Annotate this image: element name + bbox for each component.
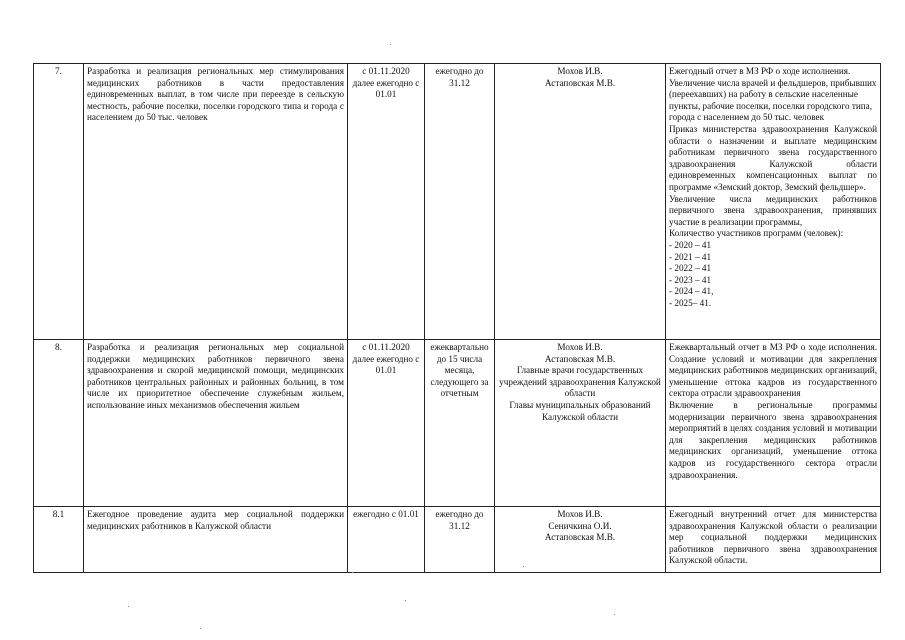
responsible-person: Главы муниципальных образований Калужской области (509, 399, 651, 422)
expected-result (666, 64, 881, 340)
measures-table (33, 63, 881, 573)
measure-description: Разработка и реализация региональных мер стимулирования медицинских работников в части предоставления единовременных выплат, в том числе при переезде в сельскую местность, рабочие поселки, поселки городского типа и города с населением до 50 тыс. человек (84, 64, 348, 340)
measure-description: Разработка и реализация региональных мер социальной поддержки медицинских работников первичного звена здравоохранения и скорой медицинской помощи, медицинских работников центральных районных и районных больниц, в том числе их приоритетное обеспечение служебным жильем, использование иных механизмов обеспечения жильем (84, 340, 348, 507)
responsible-persons (495, 507, 666, 573)
row-number: 7. (34, 64, 84, 340)
expected-result (666, 340, 881, 507)
result-line: Приказ министерства здравоохранения Калужской области о назначении и выплате медицинским работникам первичного звена государственного здравоохранения Калужской области единовременных компенсационных выплат по программе «Земский доктор, Земский фельдшер». (669, 123, 877, 192)
result-line: Ежеквартальный отчет в МЗ РФ о ходе исполнения. Создание условий и мотивации для закрепления медицинских работников медицинских организаций, уменьшение оттока кадров из государственного сектора отрасли здравоохранения (669, 342, 877, 399)
measure-description: Ежегодное проведение аудита мер социальной поддержки медицинских работников в Калужской области (84, 507, 348, 573)
result-line: Количество участников программ (человек): (669, 228, 844, 239)
result-line: - 2025– 41. (669, 297, 712, 308)
start-date: ежегодно с 01.01 (348, 507, 425, 573)
table-row (34, 340, 881, 507)
scan-speck (523, 566, 524, 567)
expected-result (666, 507, 881, 573)
responsible-person: Астаповская М.В. (544, 77, 616, 88)
table-row (34, 64, 881, 340)
result-line: - 2020 – 41 (669, 239, 712, 250)
responsible-person: Мохов И.В. (557, 66, 603, 76)
deadline: ежегодно до 31.12 (425, 64, 495, 340)
row-number: 8. (34, 340, 84, 507)
result-line: Увеличение числа врачей и фельдшеров, прибывших (переехавших) на работу в сельские населенные пункты, рабочие поселки, поселки городского типа, города с населением до 50 тыс. человек (669, 77, 877, 123)
result-line: Ежегодный отчет в МЗ РФ о ходе исполнения. (669, 66, 851, 76)
deadline: ежегодно до 31.12 (425, 507, 495, 573)
responsible-person: Астаповская М.В. (544, 532, 616, 543)
responsible-person: Сеничкина О.И. (548, 520, 612, 531)
responsible-person: Астаповская М.В. (544, 353, 616, 364)
scan-speck (352, 572, 353, 573)
responsible-persons (495, 340, 666, 507)
result-line: Увеличение числа медицинских работников первичного звена здравоохранения, принявших участие в реализации программы, (669, 193, 877, 227)
result-line: - 2023 – 41 (669, 274, 712, 285)
responsible-person: Мохов И.В. (557, 509, 603, 519)
responsible-person: Главные врачи государственных учреждений здравоохранения Калужской области (499, 365, 661, 399)
result-line: Включение в региональные программы модернизации первичного звена здравоохранения мероприятий в целях создания условий и мотивации для закрепления медицинских работников медицинских организаций, уменьшение оттока кадров из государственного сектора отрасли здравоохранения. (669, 399, 877, 480)
scan-speck (128, 606, 129, 607)
result-line: - 2021 – 41 (669, 251, 712, 262)
scan-speck (405, 600, 406, 601)
responsible-person: Мохов И.В. (557, 342, 603, 352)
row-number: 8.1 (34, 507, 84, 573)
result-line: - 2024 – 41, (669, 286, 714, 297)
start-date: с 01.11.2020 далее ежегодно с 01.01 (348, 64, 425, 340)
result-line: Ежегодный внутренний отчет для министерства здравоохранения Калужской области о реализации мер социальной поддержки медицинских работников первичного звена здравоохранения Калужской области. (669, 509, 877, 566)
deadline: ежеквартально до 15 числа месяца, следующего за отчетным (425, 340, 495, 507)
result-line: - 2022 – 41 (669, 263, 712, 274)
scan-speck (614, 614, 615, 615)
table-row (34, 507, 881, 573)
start-date: с 01.11.2020 далее ежегодно с 01.01 (348, 340, 425, 507)
scan-speck (200, 628, 201, 629)
responsible-persons (495, 64, 666, 340)
scan-speck (390, 44, 391, 45)
